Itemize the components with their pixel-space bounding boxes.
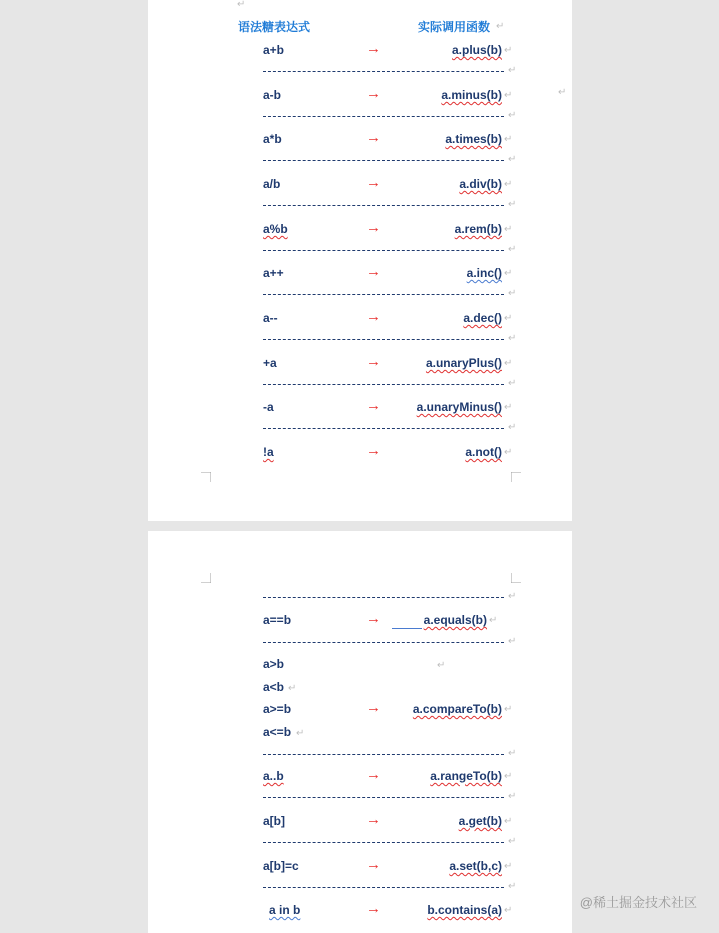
dashed-separator: [263, 384, 504, 385]
paragraph-mark: ↵: [508, 154, 517, 165]
arrow-icon: →: [366, 263, 381, 280]
dashed-separator: [263, 754, 504, 755]
corner-mark: [201, 573, 211, 583]
function-call-rhs: a.times(b): [445, 132, 502, 146]
paragraph-mark: ↵: [508, 636, 517, 647]
arrow-icon: →: [366, 699, 381, 716]
paragraph-mark: ↵: [288, 683, 297, 694]
paragraph-mark: ↵: [558, 87, 567, 98]
expression-lhs: a<b: [263, 680, 285, 694]
watermark: @稀土掘金技术社区: [579, 895, 697, 910]
header-syntax-sugar: 语法糖表达式: [238, 20, 311, 34]
expression-lhs: a[b]: [263, 814, 285, 828]
paragraph-mark: ↵: [504, 402, 513, 413]
paragraph-mark: ↵: [508, 333, 517, 344]
function-call-rhs: a.compareTo(b): [412, 702, 502, 716]
expression-lhs: a%b: [263, 222, 288, 236]
expression-lhs: a-b: [263, 88, 281, 102]
paragraph-mark: ↵: [508, 199, 517, 210]
paragraph-mark: ↵: [508, 110, 517, 121]
arrow-icon: →: [366, 397, 381, 414]
expression-lhs: a..b: [263, 769, 284, 783]
function-call-rhs: a.rem(b): [454, 222, 502, 236]
paragraph-mark: ↵: [508, 836, 517, 847]
function-call-rhs: a.set(b,c): [449, 859, 502, 873]
expression-lhs: a*b: [263, 132, 282, 146]
expression-lhs: a in b: [269, 903, 301, 917]
expression-lhs: a[b]=c: [263, 859, 299, 873]
paragraph-mark: ↵: [504, 771, 513, 782]
paragraph-mark: ↵: [508, 591, 517, 602]
arrow-icon: →: [366, 219, 381, 236]
dashed-separator: [263, 205, 504, 206]
paragraph-mark: ↵: [504, 358, 513, 369]
arrow-icon: →: [366, 129, 381, 146]
paragraph-mark: ↵: [296, 728, 305, 739]
arrow-icon: →: [366, 308, 381, 325]
function-call-rhs: a.rangeTo(b): [430, 769, 502, 783]
function-call-rhs: a.not(): [465, 445, 502, 459]
arrow-icon: →: [366, 353, 381, 370]
paragraph-mark: ↵: [504, 45, 513, 56]
paragraph-mark: ↵: [237, 0, 246, 10]
function-call-rhs: a.div(b): [459, 177, 502, 191]
expression-lhs: a/b: [263, 177, 281, 191]
paragraph-mark: ↵: [508, 881, 517, 892]
dashed-separator: [263, 71, 504, 72]
dashed-separator: [263, 797, 504, 798]
corner-mark: [511, 472, 521, 482]
paragraph-mark: ↵: [504, 90, 513, 101]
function-call-rhs: a.inc(): [466, 266, 502, 280]
dashed-separator: [263, 428, 504, 429]
paragraph-mark: ↵: [437, 660, 446, 671]
corner-mark: [511, 573, 521, 583]
expression-lhs: !a: [263, 445, 274, 459]
paragraph-mark: ↵: [508, 65, 517, 76]
paragraph-mark: ↵: [504, 447, 513, 458]
arrow-icon: →: [366, 811, 381, 828]
paragraph-mark: ↵: [504, 905, 513, 916]
paragraph-mark: ↵: [508, 378, 517, 389]
dashed-separator: [263, 116, 504, 117]
function-call-rhs: a.get(b): [458, 814, 502, 828]
arrow-icon: →: [366, 174, 381, 191]
paragraph-mark: ↵: [489, 615, 498, 626]
blue-underline: [392, 628, 422, 629]
header-actual-function: 实际调用函数: [418, 20, 491, 34]
paragraph-mark: ↵: [504, 704, 513, 715]
arrow-icon: →: [366, 40, 381, 57]
function-call-rhs: a.plus(b): [452, 43, 502, 57]
dashed-separator: [263, 887, 504, 888]
expression-lhs: +a: [263, 356, 277, 370]
paragraph-mark: ↵: [504, 179, 513, 190]
paragraph-mark: ↵: [508, 288, 517, 299]
arrow-icon: →: [366, 85, 381, 102]
function-call-rhs: a.unaryMinus(): [416, 400, 502, 414]
expression-lhs: a>=b: [263, 702, 292, 716]
dashed-separator: [263, 250, 504, 251]
dashed-separator: [263, 160, 504, 161]
arrow-icon: →: [366, 442, 381, 459]
corner-mark: [201, 472, 211, 482]
dashed-separator: [263, 597, 504, 598]
paragraph-mark: ↵: [508, 748, 517, 759]
paragraph-mark: ↵: [504, 134, 513, 145]
expression-lhs: -a: [263, 400, 274, 414]
dashed-separator: [263, 642, 504, 643]
expression-lhs: a+b: [263, 43, 285, 57]
dashed-separator: [263, 842, 504, 843]
function-call-rhs: b.contains(a): [427, 903, 502, 917]
expression-lhs: a==b: [263, 613, 292, 627]
paragraph-mark: ↵: [504, 313, 513, 324]
paragraph-mark: ↵: [504, 861, 513, 872]
paragraph-mark: ↵: [508, 422, 517, 433]
expression-lhs: a>b: [263, 657, 285, 671]
function-call-rhs: a.minus(b): [441, 88, 502, 102]
expression-lhs: a++: [263, 266, 284, 280]
dashed-separator: [263, 339, 504, 340]
document-page-1: [148, 0, 572, 521]
paragraph-mark: ↵: [504, 268, 513, 279]
arrow-icon: →: [366, 766, 381, 783]
expression-lhs: a<=b: [263, 725, 292, 739]
arrow-icon: →: [366, 856, 381, 873]
paragraph-mark: ↵: [508, 791, 517, 802]
paragraph-mark: ↵: [504, 224, 513, 235]
expression-lhs: a--: [263, 311, 278, 325]
dashed-separator: [263, 294, 504, 295]
function-call-rhs: a.dec(): [463, 311, 502, 325]
arrow-icon: →: [366, 610, 381, 627]
paragraph-mark: ↵: [496, 21, 505, 32]
function-call-rhs: a.equals(b): [423, 613, 487, 627]
arrow-icon: →: [366, 900, 381, 917]
paragraph-mark: ↵: [504, 816, 513, 827]
paragraph-mark: ↵: [508, 244, 517, 255]
function-call-rhs: a.unaryPlus(): [425, 356, 502, 370]
